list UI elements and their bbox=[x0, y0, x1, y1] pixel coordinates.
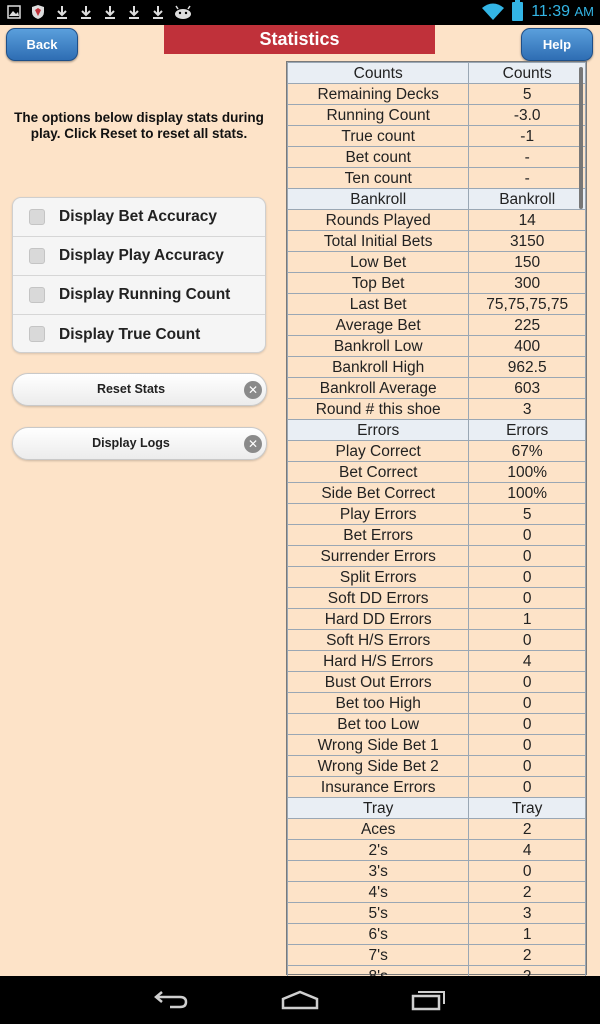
stat-label: Play Correct bbox=[288, 441, 469, 462]
table-row bbox=[288, 651, 586, 672]
stat-label: Hard H/S Errors bbox=[288, 651, 469, 672]
stat-value: 0 bbox=[469, 756, 586, 777]
stat-value: -3.0 bbox=[469, 105, 586, 126]
stat-value: 962.5 bbox=[469, 357, 586, 378]
table-row bbox=[288, 315, 586, 336]
true-count-checkbox[interactable] bbox=[29, 326, 45, 342]
stat-label: Soft H/S Errors bbox=[288, 630, 469, 651]
stat-label: Bankroll Low bbox=[288, 336, 469, 357]
back-arrow-icon[interactable] bbox=[150, 990, 190, 1010]
stat-value: 300 bbox=[469, 273, 586, 294]
stat-label: 2's bbox=[288, 840, 469, 861]
stat-label: Low Bet bbox=[288, 252, 469, 273]
table-row bbox=[288, 378, 586, 399]
stat-value: 100% bbox=[469, 462, 586, 483]
table-row bbox=[288, 546, 586, 567]
table-row bbox=[288, 336, 586, 357]
stat-label: Aces bbox=[288, 819, 469, 840]
stat-label: Wrong Side Bet 2 bbox=[288, 756, 469, 777]
stats-table bbox=[287, 62, 586, 987]
help-button[interactable]: Help bbox=[521, 28, 593, 61]
stat-label: 3's bbox=[288, 861, 469, 882]
stat-label: Insurance Errors bbox=[288, 777, 469, 798]
table-row bbox=[288, 609, 586, 630]
stat-value: Bankroll bbox=[469, 189, 586, 210]
stat-value: 14 bbox=[469, 210, 586, 231]
stat-label: Rounds Played bbox=[288, 210, 469, 231]
play-accuracy-checkbox[interactable] bbox=[29, 248, 45, 264]
stat-value: - bbox=[469, 168, 586, 189]
stat-label: Bet count bbox=[288, 147, 469, 168]
download-icon bbox=[54, 5, 70, 23]
stat-value: 1 bbox=[469, 609, 586, 630]
table-row bbox=[288, 147, 586, 168]
stat-label: Bankroll Average bbox=[288, 378, 469, 399]
table-row bbox=[288, 777, 586, 798]
stat-label: 7's bbox=[288, 945, 469, 966]
stat-label: 4's bbox=[288, 882, 469, 903]
table-row bbox=[288, 441, 586, 462]
stat-value: 0 bbox=[469, 525, 586, 546]
table-row bbox=[288, 693, 586, 714]
stat-label: Bust Out Errors bbox=[288, 672, 469, 693]
table-row bbox=[288, 126, 586, 147]
table-row bbox=[288, 567, 586, 588]
stat-value: 4 bbox=[469, 840, 586, 861]
stat-value: 3 bbox=[469, 903, 586, 924]
table-row bbox=[288, 105, 586, 126]
table-row bbox=[288, 231, 586, 252]
table-row bbox=[288, 756, 586, 777]
download-icon bbox=[150, 5, 166, 23]
stat-label: Ten count bbox=[288, 168, 469, 189]
stat-label: Soft DD Errors bbox=[288, 588, 469, 609]
table-row bbox=[288, 399, 586, 420]
stat-value: Counts bbox=[469, 63, 586, 84]
table-row bbox=[288, 819, 586, 840]
stat-label: Last Bet bbox=[288, 294, 469, 315]
stat-value: Tray bbox=[469, 798, 586, 819]
table-row bbox=[288, 357, 586, 378]
stat-label: Hard DD Errors bbox=[288, 609, 469, 630]
table-row bbox=[288, 168, 586, 189]
navigation-bar bbox=[0, 976, 600, 1024]
close-icon: ✕ bbox=[244, 435, 262, 453]
table-row bbox=[288, 861, 586, 882]
table-row bbox=[288, 924, 586, 945]
stat-value: Errors bbox=[469, 420, 586, 441]
page-title: Statistics bbox=[164, 25, 435, 54]
stat-value: 150 bbox=[469, 252, 586, 273]
notification-icons bbox=[6, 4, 190, 24]
option-label: Display True Count bbox=[59, 325, 201, 343]
option-true-count[interactable] bbox=[13, 315, 265, 354]
shield-icon bbox=[30, 4, 46, 24]
display-logs-label: Display Logs bbox=[92, 436, 170, 450]
stat-label: Bet too Low bbox=[288, 714, 469, 735]
table-row bbox=[288, 840, 586, 861]
stat-value: 0 bbox=[469, 672, 586, 693]
table-section-header bbox=[288, 420, 586, 441]
stat-label: True count bbox=[288, 126, 469, 147]
option-running-count[interactable] bbox=[13, 276, 265, 315]
stat-value: 0 bbox=[469, 714, 586, 735]
reset-stats-label: Reset Stats bbox=[96, 382, 166, 396]
stat-value: 0 bbox=[469, 735, 586, 756]
table-row bbox=[288, 273, 586, 294]
table-row bbox=[288, 504, 586, 525]
option-play-accuracy[interactable] bbox=[13, 237, 265, 276]
stat-label: Running Count bbox=[288, 105, 469, 126]
table-row bbox=[288, 882, 586, 903]
table-row bbox=[288, 735, 586, 756]
stat-value: - bbox=[469, 147, 586, 168]
bet-accuracy-checkbox[interactable] bbox=[29, 209, 45, 225]
stat-label: Bet Errors bbox=[288, 525, 469, 546]
stat-value: 0 bbox=[469, 567, 586, 588]
stat-label: Side Bet Correct bbox=[288, 483, 469, 504]
intro-text: The options below display stats during play. Click Reset to reset all stats. bbox=[14, 110, 264, 141]
option-label: Display Running Count bbox=[59, 286, 231, 303]
stat-label: Surrender Errors bbox=[288, 546, 469, 567]
stat-label: Round # this shoe bbox=[288, 399, 469, 420]
stat-label: Errors bbox=[288, 420, 469, 441]
table-row bbox=[288, 903, 586, 924]
table-section-header bbox=[288, 798, 586, 819]
stat-value: 2 bbox=[469, 882, 586, 903]
stat-value: 0 bbox=[469, 630, 586, 651]
stat-label: Bet too High bbox=[288, 693, 469, 714]
table-row bbox=[288, 945, 586, 966]
table-section-header bbox=[288, 189, 586, 210]
stat-value: 0 bbox=[469, 546, 586, 567]
table-row bbox=[288, 483, 586, 504]
stat-label: Wrong Side Bet 1 bbox=[288, 735, 469, 756]
stat-value: 2 bbox=[469, 819, 586, 840]
stat-value: 3 bbox=[469, 399, 586, 420]
stat-label: Remaining Decks bbox=[288, 84, 469, 105]
stat-value: 225 bbox=[469, 315, 586, 336]
stat-value: 0 bbox=[469, 777, 586, 798]
status-bar bbox=[0, 0, 600, 25]
stat-label: Top Bet bbox=[288, 273, 469, 294]
table-row bbox=[288, 294, 586, 315]
stat-label: 6's bbox=[288, 924, 469, 945]
battery-icon bbox=[512, 2, 523, 21]
stat-value: 5 bbox=[469, 84, 586, 105]
stat-label: Bankroll bbox=[288, 189, 469, 210]
download-icon bbox=[78, 5, 94, 23]
table-scrollbar[interactable] bbox=[579, 67, 583, 209]
stat-label: Total Initial Bets bbox=[288, 231, 469, 252]
stat-label: Bankroll High bbox=[288, 357, 469, 378]
display-logs-button[interactable] bbox=[12, 427, 267, 460]
stat-value: 4 bbox=[469, 651, 586, 672]
stat-value: 1 bbox=[469, 924, 586, 945]
stat-value: -1 bbox=[469, 126, 586, 147]
table-row bbox=[288, 630, 586, 651]
table-row bbox=[288, 714, 586, 735]
stat-value: 67% bbox=[469, 441, 586, 462]
stat-value: 5 bbox=[469, 504, 586, 525]
stat-value: 0 bbox=[469, 693, 586, 714]
clock: 11:39 AM bbox=[531, 2, 594, 20]
table-row bbox=[288, 588, 586, 609]
back-button[interactable]: Back bbox=[6, 28, 78, 61]
stat-value: 400 bbox=[469, 336, 586, 357]
stat-label: Split Errors bbox=[288, 567, 469, 588]
table-row bbox=[288, 525, 586, 546]
image-icon bbox=[6, 5, 22, 23]
stat-label: 5's bbox=[288, 903, 469, 924]
download-icon bbox=[126, 5, 142, 23]
stat-label: Counts bbox=[288, 63, 469, 84]
table-row bbox=[288, 462, 586, 483]
system-icons bbox=[482, 2, 594, 21]
stat-label: Bet Correct bbox=[288, 462, 469, 483]
option-bet-accuracy[interactable] bbox=[13, 198, 265, 237]
table-row bbox=[288, 252, 586, 273]
download-icon bbox=[102, 5, 118, 23]
recent-apps-icon[interactable] bbox=[410, 990, 446, 1010]
stat-value: 3150 bbox=[469, 231, 586, 252]
stats-table-container[interactable] bbox=[286, 61, 587, 975]
table-row bbox=[288, 84, 586, 105]
stat-value: 2 bbox=[469, 945, 586, 966]
table-row bbox=[288, 210, 586, 231]
stat-label: Tray bbox=[288, 798, 469, 819]
table-row bbox=[288, 672, 586, 693]
running-count-checkbox[interactable] bbox=[29, 287, 45, 303]
stat-value: 0 bbox=[469, 588, 586, 609]
stat-value: 75,75,75,75 bbox=[469, 294, 586, 315]
close-icon: ✕ bbox=[244, 381, 262, 399]
android-icon bbox=[174, 5, 190, 23]
reset-stats-button[interactable] bbox=[12, 373, 267, 406]
home-icon[interactable] bbox=[280, 990, 320, 1010]
stat-value: 603 bbox=[469, 378, 586, 399]
table-section-header bbox=[288, 63, 586, 84]
stat-label: Play Errors bbox=[288, 504, 469, 525]
option-label: Display Bet Accuracy bbox=[59, 208, 217, 225]
stat-value: 0 bbox=[469, 861, 586, 882]
option-label: Display Play Accuracy bbox=[59, 247, 224, 264]
stat-label: Average Bet bbox=[288, 315, 469, 336]
display-options-list bbox=[12, 197, 266, 353]
stat-value: 100% bbox=[469, 483, 586, 504]
wifi-icon bbox=[482, 3, 504, 21]
